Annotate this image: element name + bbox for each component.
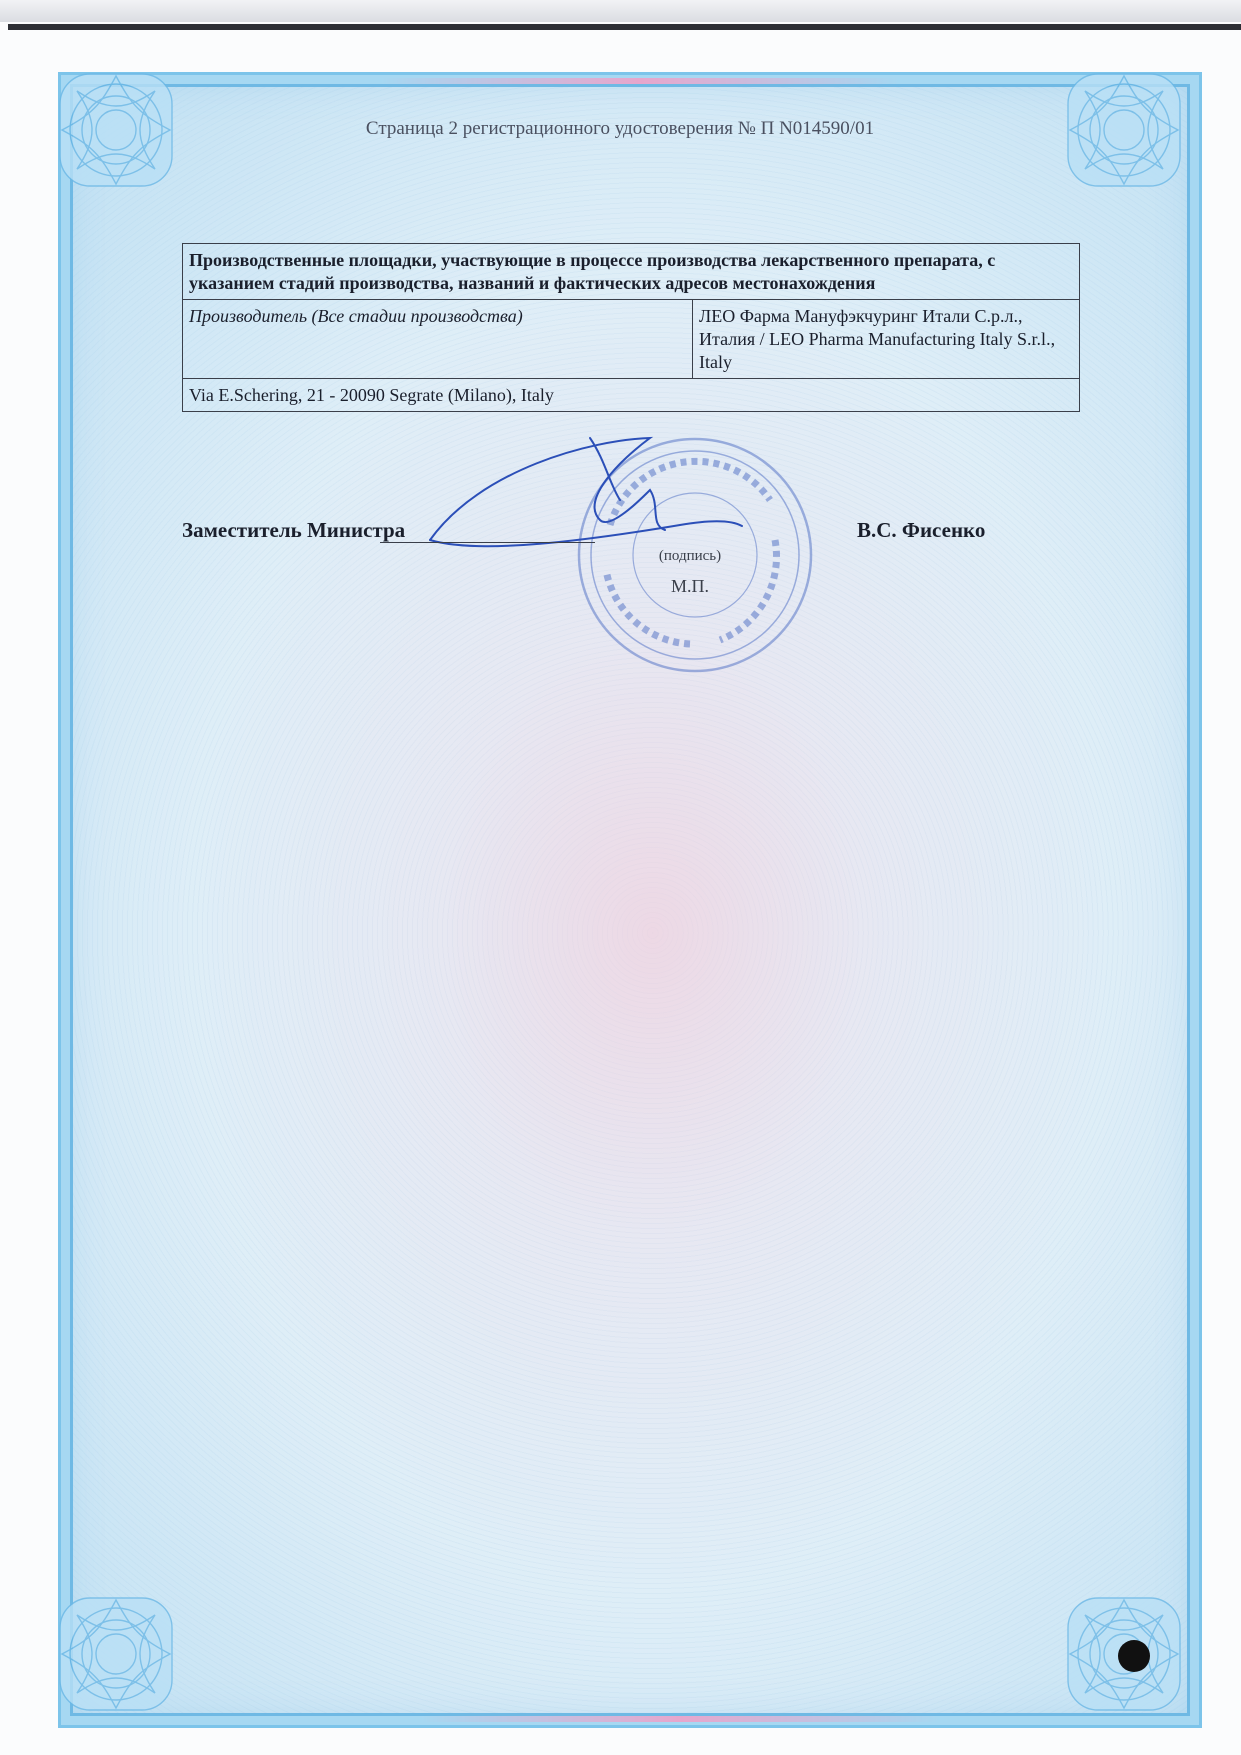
page-header: Страница 2 регистрационного удостоверения № П N014590/01 <box>365 118 875 139</box>
decorative-band-top <box>380 78 900 84</box>
address-cell: Via E.Schering, 21 - 20090 Segrate (Milano), Italy <box>183 379 1080 412</box>
hole-punch-mark <box>1118 1640 1150 1672</box>
seal-mark-label: М.П. <box>670 576 709 596</box>
manufacturing-sites-table <box>182 243 1080 412</box>
scan-edge-shadow <box>8 24 1241 30</box>
table-row <box>183 300 1080 379</box>
signature-line <box>380 542 595 543</box>
decorative-band-bottom <box>420 1716 940 1722</box>
scan-margin <box>0 0 1241 22</box>
signer-title: Заместитель Министра <box>182 518 406 542</box>
corner-rosette-icon <box>52 66 180 194</box>
table-heading: Производственные площадки, участвующие в процессе производства лекарственного препарата, с указанием стадий производства, названий и фактических адресов местонахождения <box>183 244 1080 300</box>
table-row <box>183 379 1080 412</box>
signer-name: В.С. Фисенко <box>857 518 986 542</box>
producer-role-cell: Производитель (Все стадии производства) <box>183 300 693 379</box>
signature-caption: (подпись) <box>658 548 722 564</box>
corner-rosette-icon <box>52 1590 180 1718</box>
producer-name-cell: ЛЕО Фарма Мануфэкчуринг Итали С.р.л., Италия / LEO Pharma Manufacturing Italy S.r.l., Italy <box>693 300 1080 379</box>
corner-rosette-icon <box>1060 66 1188 194</box>
table-row <box>183 244 1080 300</box>
